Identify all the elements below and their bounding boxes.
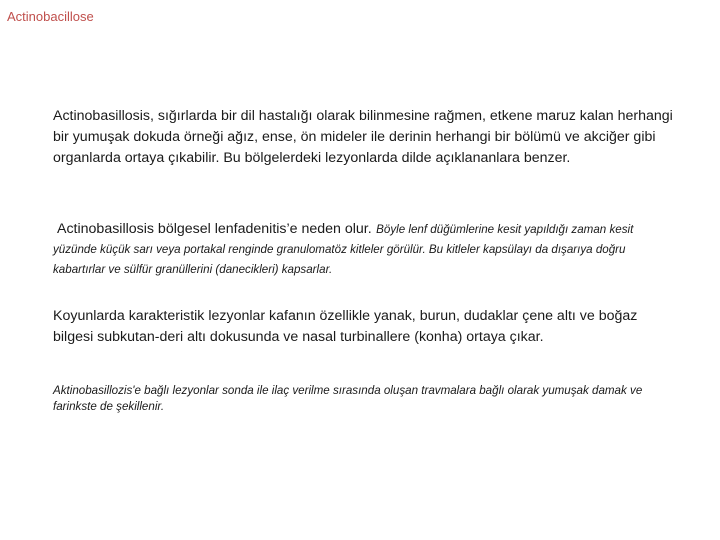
lymphadenitis-detail-text: Böyle lenf düğümlerine kesit yapıldığı zaman kesit yüzünde küçük sarı veya portakal renginde granulomatöz kitleler görülür. Bu kitleler kapsülayı da dışarıya doğru kabartırlar ve sülfür granüllerini (danecikleri) kapsarlar. — [53, 223, 634, 276]
paragraph-trauma-lesions: Aktinobasillozis'e bağlı lezyonlar sonda ile ilaç verilme sırasında oluşan travmalara bağlı olarak yumuşak damak ve farinkste de şekillenir. — [53, 384, 643, 413]
lymphadenitis-lead-text: Actinobasillosis bölgesel lenfadenitis’e neden olur. — [57, 221, 372, 237]
slide-title: Actinobacillose — [7, 9, 94, 24]
paragraph-lymphadenitis — [53, 219, 678, 279]
paragraph-general-lesions: Actinobasillosis, sığırlarda bir dil hastalığı olarak bilinmesine rağmen, etkene maruz kalan herhangi bir yumuşak dokuda örneği ağız, ense, ön mideler ile derinin herhangi bir bölümü ve akciğer gibi organlarda ortaya çıkabilir. Bu bölgelerdeki lezyonlarda dilde açıklananlara benzer. — [53, 108, 673, 166]
paragraph-sheep-lesions: Koyunlarda karakteristik lezyonlar kafanın özellikle yanak, burun, dudaklar çene altı ve boğaz bilgesi subkutan-deri altı dokusunda ve nasal turbinallere (konha) ortaya çıkar. — [53, 308, 638, 345]
